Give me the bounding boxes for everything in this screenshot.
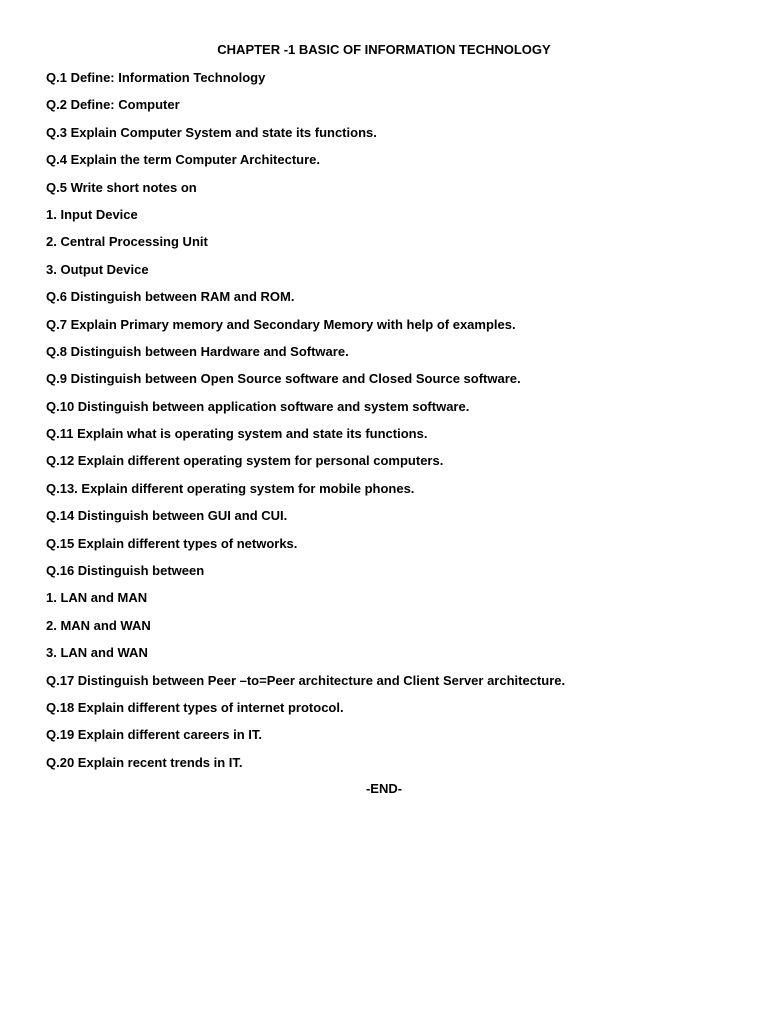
question-line: Q.15 Explain different types of networks. — [46, 535, 298, 551]
question-line: Q.14 Distinguish between GUI and CUI. — [46, 508, 288, 524]
question-line: Q.10 Distinguish between application software and system software. — [46, 398, 470, 414]
question-line: Q.16 Distinguish between — [46, 563, 205, 579]
question-line: Q.3 Explain Computer System and state its functions. — [46, 124, 377, 140]
question-line: Q.13. Explain different operating system for mobile phones. — [46, 480, 415, 496]
question-line: Q.6 Distinguish between RAM and ROM. — [46, 289, 295, 305]
question-line: Q.4 Explain the term Computer Architecture. — [46, 152, 321, 168]
question-line: Q.7 Explain Primary memory and Secondary Memory with help of examples. — [46, 316, 516, 332]
question-list — [46, 69, 746, 781]
question-line: Q.19 Explain different careers in IT. — [46, 727, 263, 743]
question-line: Q.8 Distinguish between Hardware and Software. — [46, 343, 349, 359]
question-line: Q.2 Define: Computer — [46, 97, 180, 113]
question-line: Q.9 Distinguish between Open Source software and Closed Source software. — [46, 371, 521, 387]
question-line: Q.18 Explain different types of internet protocol. — [46, 699, 344, 715]
sub-item-line: 3. Output Device — [46, 261, 149, 277]
sub-item-line: 3. LAN and WAN — [46, 645, 148, 661]
question-line: Q.5 Write short notes on — [46, 179, 197, 195]
question-line: Q.17 Distinguish between Peer –to=Peer architecture and Client Server architecture. — [46, 672, 566, 688]
question-line: Q.20 Explain recent trends in IT. — [46, 754, 243, 770]
question-line: Q.12 Explain different operating system for personal computers. — [46, 453, 444, 469]
page-title: CHAPTER -1 BASIC OF INFORMATION TECHNOLOGY — [217, 42, 551, 57]
sub-item-line: 2. Central Processing Unit — [46, 234, 208, 250]
sub-item-line: 1. LAN and MAN — [46, 590, 148, 606]
question-line: Q.1 Define: Information Technology — [46, 70, 266, 85]
end-marker: -END- — [365, 781, 403, 796]
question-line: Q.11 Explain what is operating system and state its functions. — [46, 426, 428, 442]
sub-item-line: 1. Input Device — [46, 206, 138, 222]
sub-item-line: 2. MAN and WAN — [46, 617, 151, 633]
